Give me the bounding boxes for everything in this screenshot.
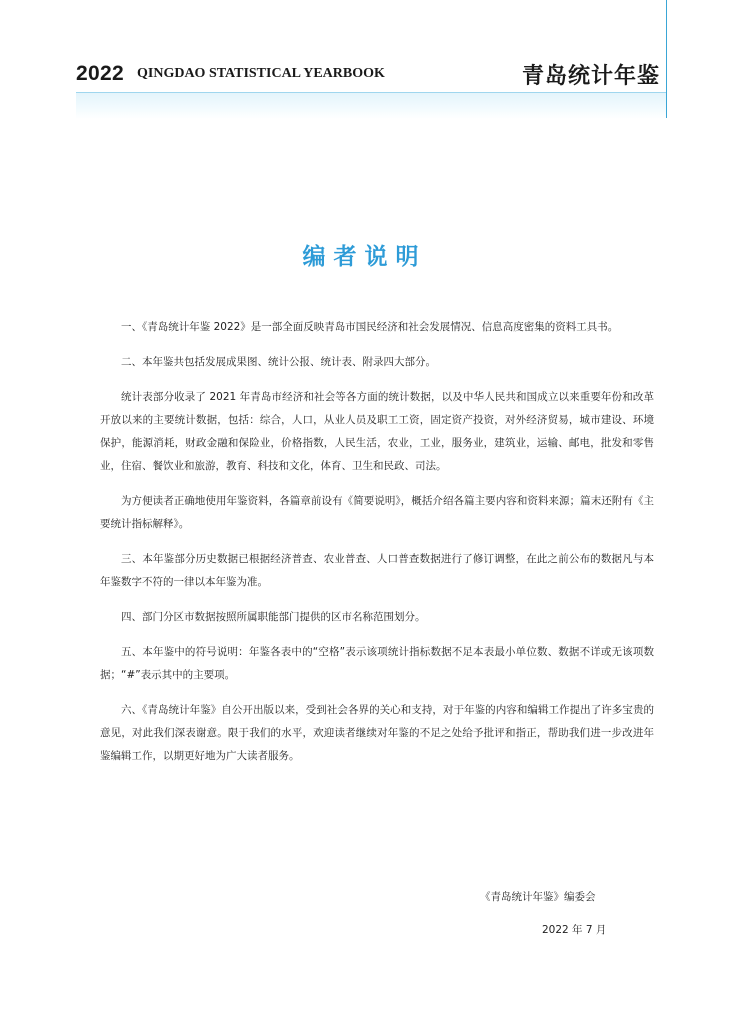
paragraph-1: 一、《青岛统计年鉴 2022》是一部全面反映青岛市国民经济和社会发展情况、信息高度密集的资料工具书。 [121, 321, 619, 333]
running-header [76, 58, 666, 90]
paragraph-2: 二、本年鉴共包括发展成果图、统计公报、统计表、附录四大部分。 [121, 356, 436, 368]
paragraph-7: 五、本年鉴中的符号说明：年鉴各表中的“空格”表示该项统计指标数据不足本表最小单位数、数据不详或无该项数据；“#”表示其中的主要项。 [100, 646, 654, 681]
header-english-title: QINGDAO STATISTICAL YEARBOOK [137, 66, 385, 81]
paragraph-6: 四、部门分区市数据按照所属职能部门提供的区市名称范围划分。 [121, 611, 426, 623]
header-year: 2022 [76, 62, 124, 85]
page-title: 编者说明 [302, 244, 427, 270]
signature-date: 2022 年 7 月 [542, 924, 607, 936]
header-chinese-title: 青岛统计年鉴 [521, 64, 660, 89]
paragraph-3: 统计表部分收录了 2021 年青岛市经济和社会等各方面的统计数据，以及中华人民共和国成立以来重要年份和改革开放以来的主要统计数据，包括：综合，人口，从业人员及职工工资，固定资产投资，对外经济贸易，城市建设、环境保护，能源消耗，财政金融和保险业，价格指数，人民生活，农业，工业，服务业，建筑业，运输、邮电，批发和零售业，住宿、餐饮业和旅游，教育、科技和文化，体育、卫生和民政、司法。 [100, 391, 654, 472]
signature-organization: 《青岛统计年鉴》编委会 [480, 891, 596, 903]
paragraph-8: 六、《青岛统计年鉴》自公开出版以来，受到社会各界的关心和支持，对于年鉴的内容和编辑工作提出了许多宝贵的意见，对此我们深表谢意。限于我们的水平，欢迎读者继续对年鉴的不足之处给予批评和指正，帮助我们进一步改进年鉴编辑工作，以期更好地为广大读者服务。 [100, 704, 654, 762]
paragraph-4: 为方便读者正确地使用年鉴资料，各篇章前设有《简要说明》，概括介绍各篇主要内容和资料来源；篇末还附有《主要统计指标解释》。 [100, 495, 654, 530]
header-vertical-rule [666, 0, 667, 118]
header-band [76, 92, 666, 119]
editor-notes-body [100, 316, 654, 780]
paragraph-5: 三、本年鉴部分历史数据已根据经济普查、农业普查、人口普查数据进行了修订调整，在此之前公布的数据凡与本年鉴数字不符的一律以本年鉴为准。 [100, 553, 654, 588]
